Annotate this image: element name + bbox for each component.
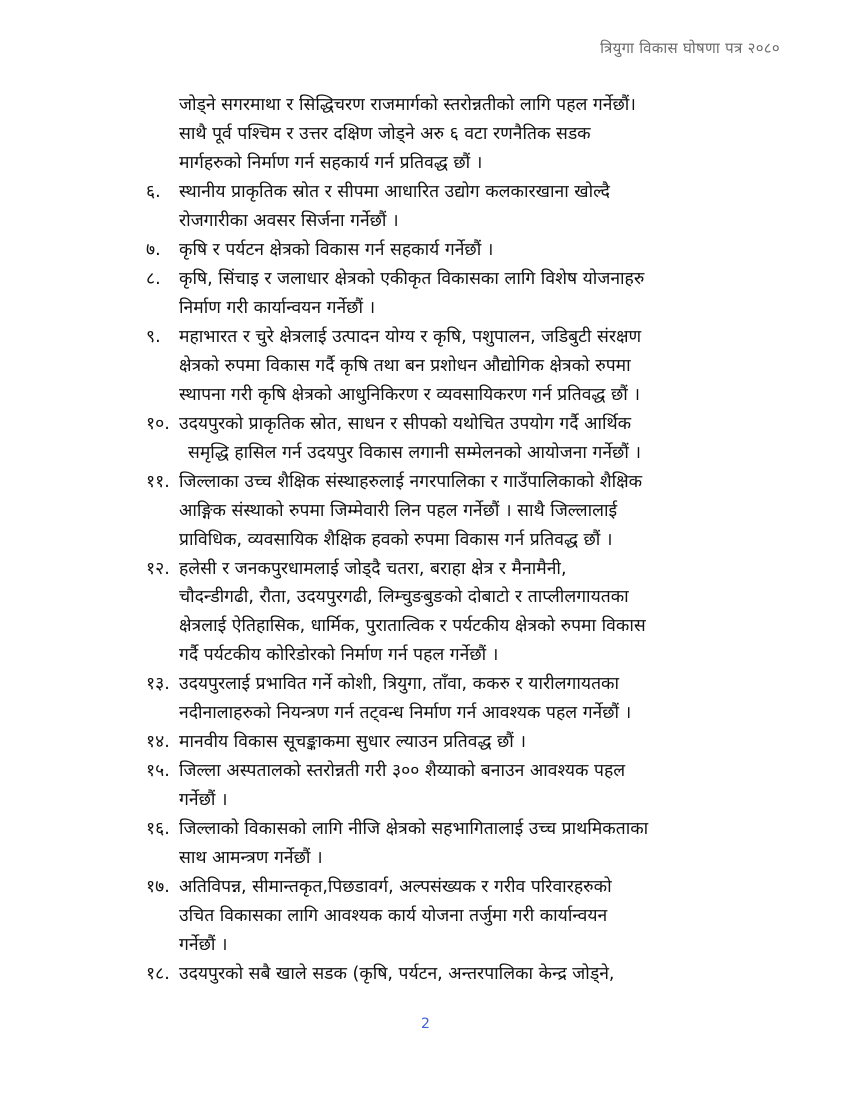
line-text: गर्नेछौं । [179,790,228,811]
line-text: गर्दै पर्यटकीय कोरिडोरको निर्माण गर्न पहल गर्नेछौं । [179,645,499,666]
line-text: हलेसी र जनकपुरधामलाई जोड्दै चतरा, बराहा क्षेत्र र मैनामैनी, [179,558,567,579]
list-item-number: ९. [146,326,161,347]
list-item-number: १४. [146,732,170,753]
line-text: चौदन्डीगढी, रौता, उदयपुरगढी, लिम्चुङबुङको दोबाटो र ताप्लीलगायतका [179,587,629,608]
line-text: साथ आमन्त्रण गर्नेछौं । [179,848,323,869]
line-text: निर्माण गरी कार्यान्वयन गर्नेछौं । [179,297,376,318]
running-header: त्रियुगा विकास घोषणा पत्र २०८० [600,39,780,57]
line-text: आङ्गिक संस्थाको रुपमा जिम्मेवारी लिन पहल गर्नेछौं । साथै जिल्लालाई [179,500,618,521]
line-text: नदीनालाहरुको नियन्त्रण गर्न तट्वन्ध निर्माण गर्न आवश्यक पहल गर्नेछौं । [179,703,632,724]
line-text: उदयपुरको प्राकृतिक स्रोत, साधन र सीपको यथोचित उपयोग गर्दै आर्थिक [179,413,632,434]
line-text: महाभारत र चुरे क्षेत्रलाई उत्पादन योग्य र कृषि, पशुपालन, जडिबुटी संरक्षण [179,326,642,347]
line-text: प्राविधिक, व्यवसायिक शैक्षिक हवको रुपमा विकास गर्न प्रतिवद्ध छौं । [179,529,613,550]
line-text: कृषि र पर्यटन क्षेत्रको विकास गर्न सहकार्य गर्नेछौं । [179,239,494,260]
line-text: जिल्लाका उच्च शैक्षिक संस्थाहरुलाई नगरपालिका र गाउँपालिकाको शैक्षिक [179,471,643,492]
line-text: समृद्धि हासिल गर्न उदयपुर विकास लगानी सम्मेलनको आयोजना गर्नेछौं । [188,442,642,463]
list-item-number: १२. [146,558,170,579]
list-item-number: १७. [146,877,170,898]
page-number: 2 [421,1016,430,1032]
line-text: क्षेत्रको रुपमा विकास गर्दै कृषि तथा बन प्रशोधन औद्योगिक क्षेत्रको रुपमा [179,355,631,376]
line-text: जोड्ने सगरमाथा र सिद्धिचरण राजमार्गको स्तरोन्नतीको लागि पहल गर्नेछौं। [179,95,636,115]
line-text: कृषि, सिंचाइ र जलाधार क्षेत्रको एकीकृत विकासका लागि विशेष योजनाहरु [179,268,645,289]
list-item-number: १६. [146,819,170,840]
list-item-number: ६. [146,181,161,202]
line-text: स्थानीय प्राकृतिक स्रोत र सीपमा आधारित उद्योग कलकारखाना खोल्दै [179,181,610,202]
list-item-number: १८. [146,964,170,985]
list-item-number: ७. [146,239,161,260]
line-text: स्थापना गरी कृषि क्षेत्रको आधुनिकिरण र व्यवसायिकरण गर्न प्रतिवद्ध छौं । [179,384,640,405]
line-text: उदयपुरलाई प्रभावित गर्ने कोशी, त्रियुगा, ताँवा, ककरु र यारीलगायतका [179,674,620,695]
line-text: गर्नेछौं । [179,935,228,956]
line-text: मानवीय विकास सूचङ्काकमा सुधार ल्याउन प्रतिवद्ध छौं । [179,732,526,753]
line-text: रोजगारीका अवसर सिर्जना गर्नेछौं । [179,210,399,231]
list-item-number: १५. [146,761,170,782]
list-item-number: १०. [146,413,170,434]
list-item-number: ८. [146,268,161,289]
line-text: जिल्ला अस्पतालको स्तरोन्नती गरी ३०० शैय्याको बनाउन आवश्यक पहल [179,761,626,782]
line-text: उचित विकासका लागि आवश्यक कार्य योजना तर्जुमा गरी कार्यान्वयन [179,906,608,927]
list-item-number: १३. [146,674,170,695]
line-text: अतिविपन्न, सीमान्तकृत,पिछडावर्ग, अल्पसंख्यक र गरीव परिवारहरुको [179,877,612,898]
list-item-number: ११. [146,471,170,492]
line-text: जिल्लाको विकासको लागि नीजि क्षेत्रको सहभागितालाई उच्च प्राथमिकताका [179,819,649,840]
line-text: मार्गहरुको निर्माण गर्न सहकार्य गर्न प्रतिवद्ध छौं । [179,152,483,173]
line-text: साथै पूर्व पश्चिम र उत्तर दक्षिण जोड्ने अरु ६ वटा रणनैतिक सडक [179,123,591,144]
line-text: क्षेत्रलाई ऐतिहासिक, धार्मिक, पुरातात्विक र पर्यटकीय क्षेत्रको रुपमा विकास [179,616,646,637]
line-text: उदयपुरको सबै खाले सडक (कृषि, पर्यटन, अन्तरपालिका केन्द्र जोड्ने, [179,964,615,985]
